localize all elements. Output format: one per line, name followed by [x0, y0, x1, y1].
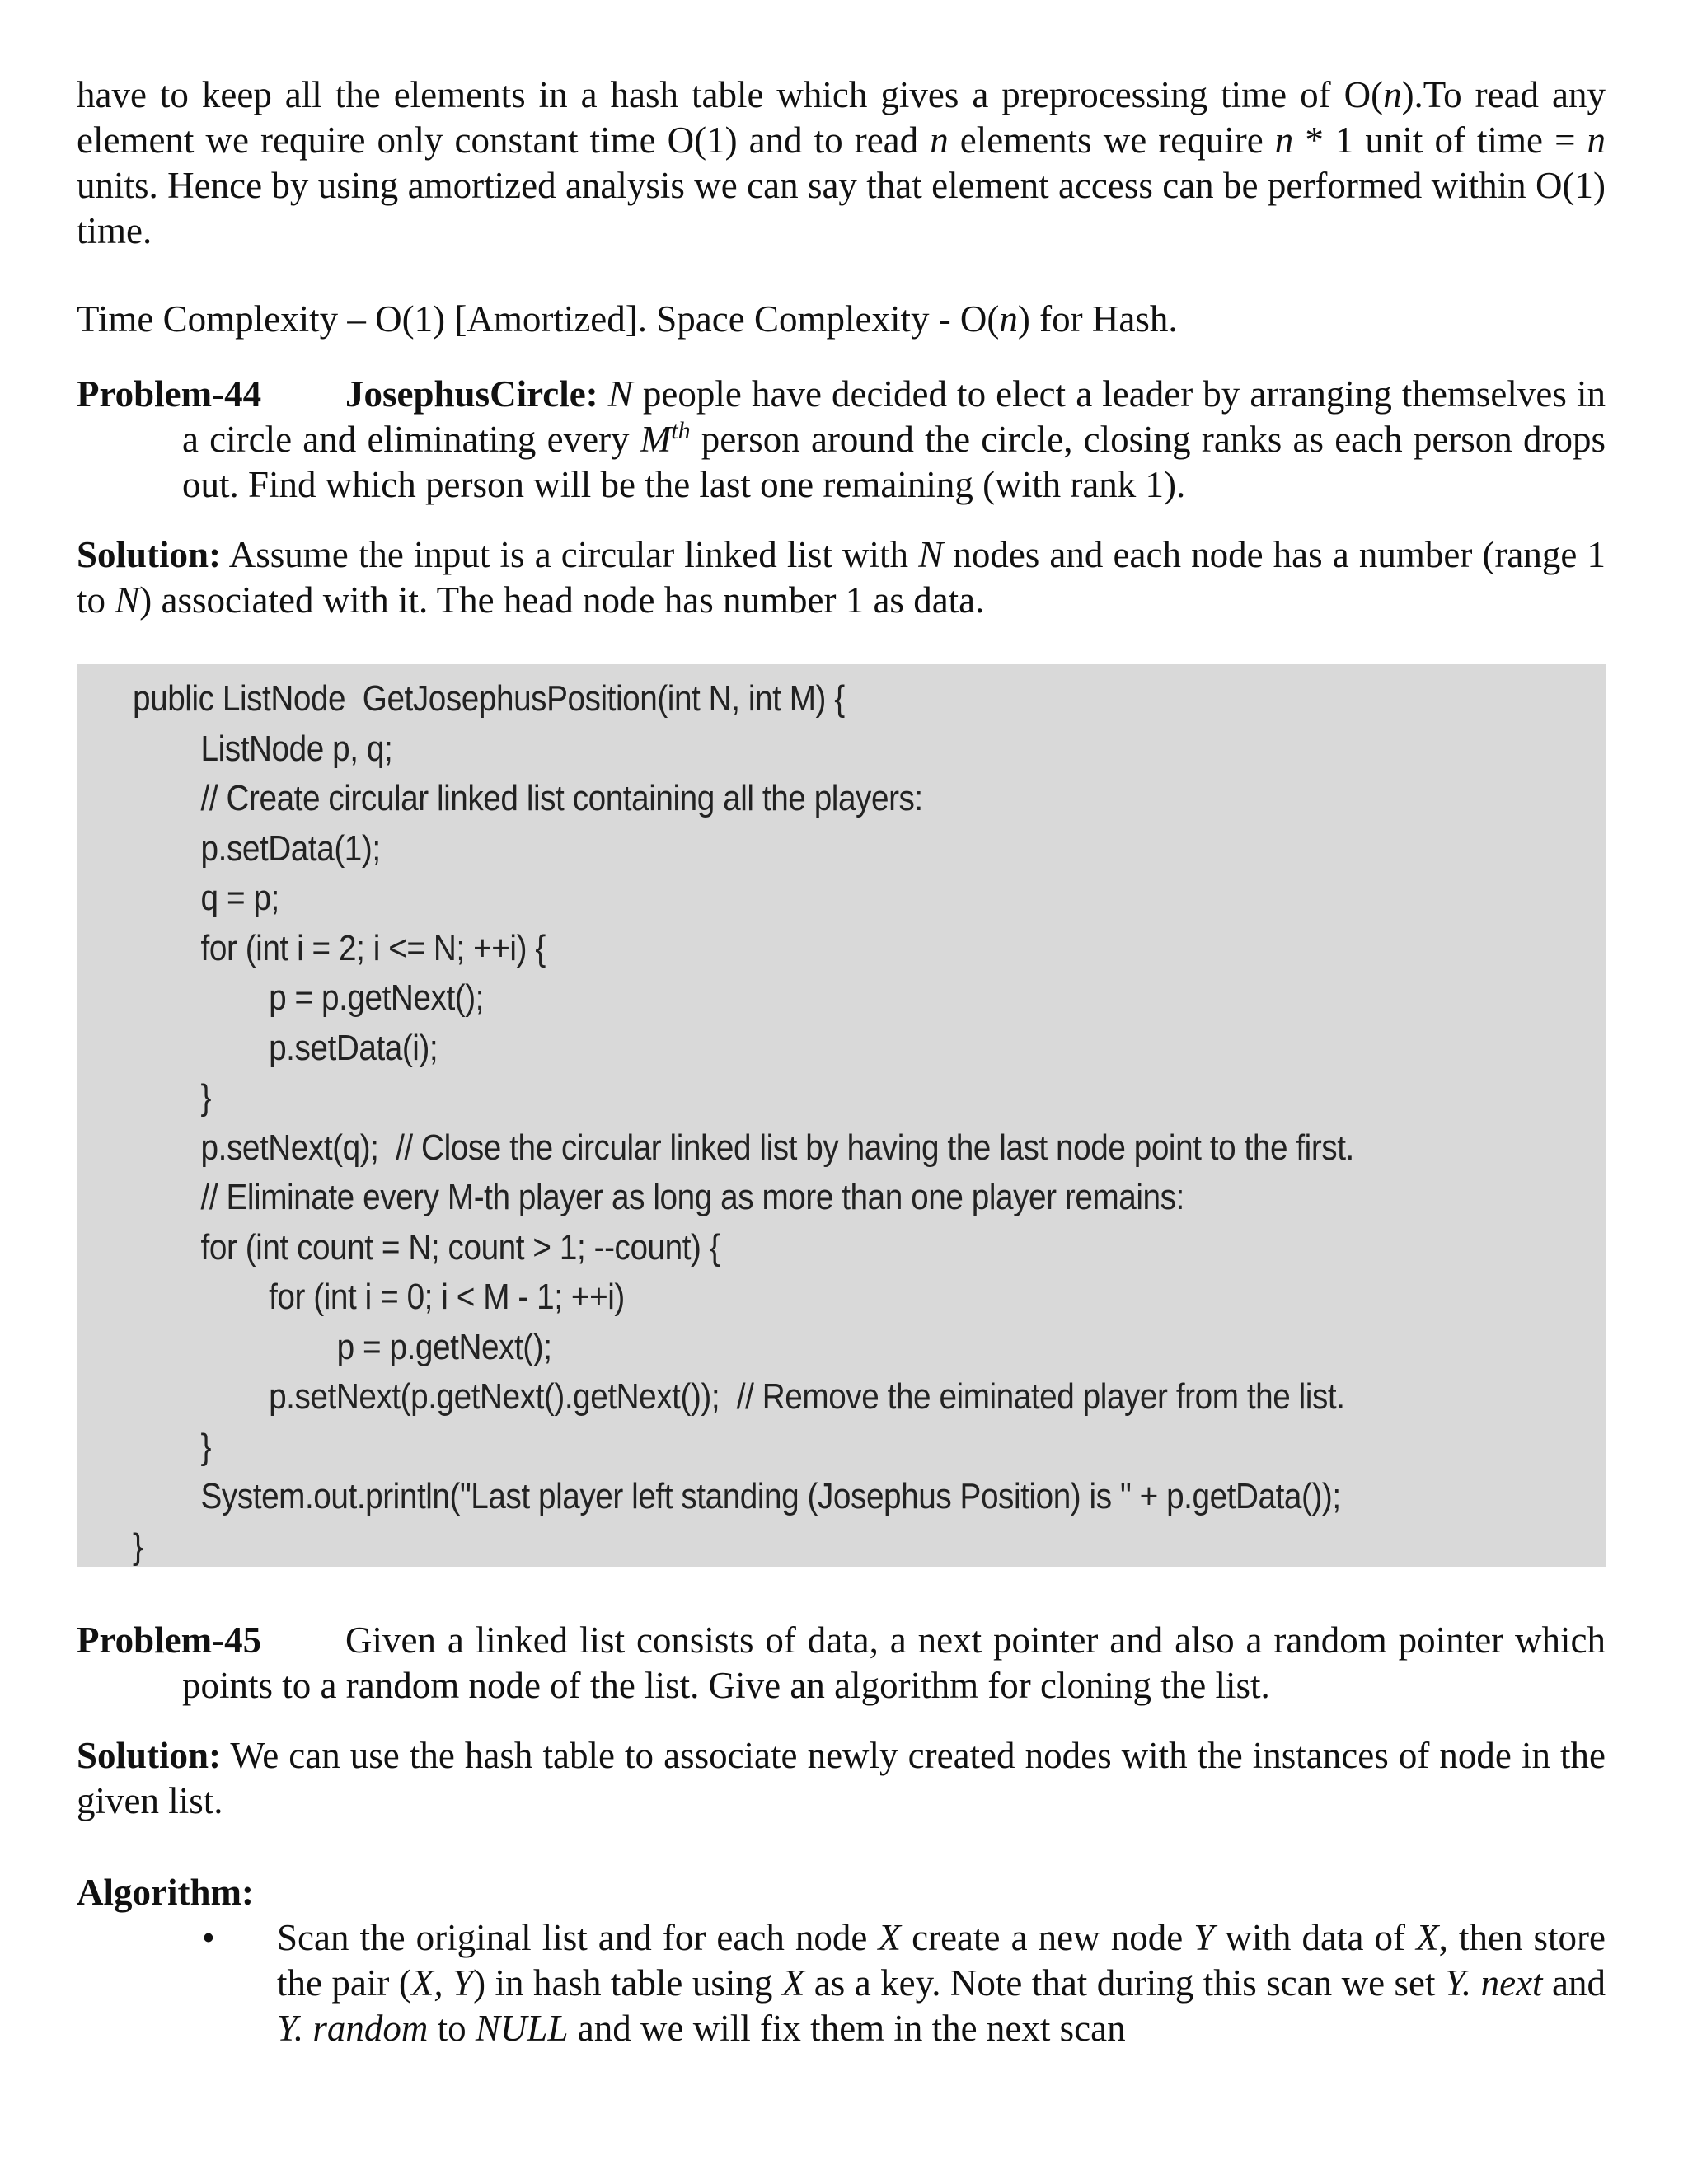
algorithm-bullet	[77, 1915, 1606, 2051]
code-line: for (int i = 2; i <= N; ++i) {	[133, 927, 546, 968]
bullet-text: , then store the pair (	[277, 1917, 1606, 2004]
problem-44	[77, 372, 1606, 508]
problem-text: people have decided to elect a leader by arranging themselves in a circle and eliminating every	[182, 373, 1606, 460]
code-line: }	[133, 1426, 212, 1467]
problem-label: Problem-45	[77, 1619, 262, 1661]
complexity-line	[77, 297, 1606, 342]
code-line: // Create circular linked list containing all the players:	[133, 778, 923, 818]
intro-text: elements we require	[948, 120, 1275, 161]
bullet-text: create a new node	[901, 1917, 1194, 1958]
solution-45	[77, 1733, 1606, 1824]
problem-text: Given a linked list consists of data, a next pointer and also a random pointer which points to a random node of the list. Give an algorithm for cloning the list.	[182, 1619, 1606, 1706]
solution-text: We can use the hash table to associate newly created nodes with the instances of node in the given list.	[77, 1735, 1606, 1821]
bullet-var: X, Y	[410, 1962, 474, 2004]
bullet-var: X	[878, 1917, 902, 1958]
intro-var: n	[1274, 120, 1294, 161]
bullet-var: X	[1416, 1917, 1439, 1958]
code-line: for (int count = N; count > 1; --count) {	[133, 1226, 720, 1268]
code-line: ListNode p, q;	[133, 728, 393, 769]
code-line: p = p.getNext();	[133, 1326, 552, 1367]
solution-text: nodes and each node has a number (range 1 to	[77, 534, 1606, 621]
bullet-text: Scan the original list and for each node	[277, 1917, 879, 1958]
complexity-text: Time Complexity – O(1) [Amortized]. Space Complexity - O(	[77, 298, 1000, 340]
bullet-var: Y	[1193, 1917, 1215, 1958]
code-line: public ListNode GetJosephusPosition(int N, int M) {	[133, 678, 845, 719]
complexity-text: ) for Hash.	[1017, 298, 1178, 340]
bullet-var: Y. next	[1445, 1962, 1543, 2004]
code-line: // Eliminate every M-th player as long as more than one player remains:	[133, 1177, 1184, 1217]
code-line: p.setNext(q); // Close the circular linked list by having the last node point to the first.	[133, 1127, 1354, 1168]
problem-label: Problem-44	[77, 373, 262, 415]
code-line: p.setData(i);	[133, 1027, 438, 1068]
solution-44	[77, 532, 1606, 623]
problem-var: M	[640, 419, 672, 460]
bullet-var: NULL	[475, 2008, 569, 2049]
intro-text: * 1 unit of time =	[1293, 120, 1587, 161]
intro-var: n	[1587, 120, 1606, 161]
solution-label: Solution:	[77, 534, 222, 575]
complexity-var: n	[999, 298, 1018, 340]
intro-var: n	[930, 120, 949, 161]
code-line: System.out.println("Last player left standing (Josephus Position) is " + p.getData());	[133, 1476, 1341, 1516]
intro-text: units. Hence by using amortized analysis we can say that element access can be performed within O(1) time.	[77, 165, 1606, 251]
algorithm-heading: Algorithm:	[77, 1872, 254, 1913]
code-line: }	[133, 1077, 212, 1118]
code-line: p.setData(1);	[133, 827, 381, 869]
solution-text: Assume the input is a circular linked list with	[221, 534, 919, 575]
bullet-text: to	[428, 2008, 476, 2049]
problem-title: JosephusCircle:	[345, 373, 598, 415]
problem-text	[598, 373, 608, 415]
solution-var: N	[918, 534, 944, 575]
intro-var: n	[1383, 74, 1402, 115]
code-line: p.setNext(p.getNext().getNext()); // Remove the eiminated player from the list.	[133, 1376, 1345, 1417]
bullet-text: with data of	[1214, 1917, 1417, 1958]
problem-var: N	[607, 373, 633, 415]
solution-var: N	[115, 579, 140, 621]
bullet-var: X	[781, 1962, 805, 2004]
intro-text: have to keep all the elements in a hash table which gives a preprocessing time of O(	[77, 74, 1384, 115]
intro-text: ).To read any element we require only constant time O(1) and to read	[77, 74, 1606, 161]
bullet-text: as a key. Note that during this scan we set	[804, 1962, 1445, 2004]
solution-label: Solution:	[77, 1735, 222, 1776]
intro-paragraph	[77, 73, 1606, 254]
code-line: q = p;	[133, 878, 279, 918]
problem-superscript: th	[671, 417, 691, 444]
solution-text: ) associated with it. The head node has number 1 as data.	[139, 579, 985, 621]
bullet-var: Y. random	[277, 2008, 429, 2049]
bullet-text: and we will fix them in the next scan	[568, 2008, 1126, 2049]
code-line: }	[133, 1526, 143, 1567]
code-line: for (int i = 0; i < M - 1; ++i)	[133, 1277, 625, 1317]
code-block	[77, 664, 1606, 1567]
problem-text: person around the circle, closing ranks as each person drops out. Find which person will be the last one remaining (with rank 1).	[182, 419, 1606, 505]
problem-45	[77, 1618, 1606, 1708]
document-page	[77, 73, 1606, 2051]
bullet-text: and	[1542, 1962, 1606, 2004]
bullet-text: ) in hash table using	[473, 1962, 782, 2004]
code-listing	[133, 674, 1354, 1572]
code-line: p = p.getNext();	[133, 977, 484, 1018]
bullet-icon: •	[202, 1917, 215, 1958]
